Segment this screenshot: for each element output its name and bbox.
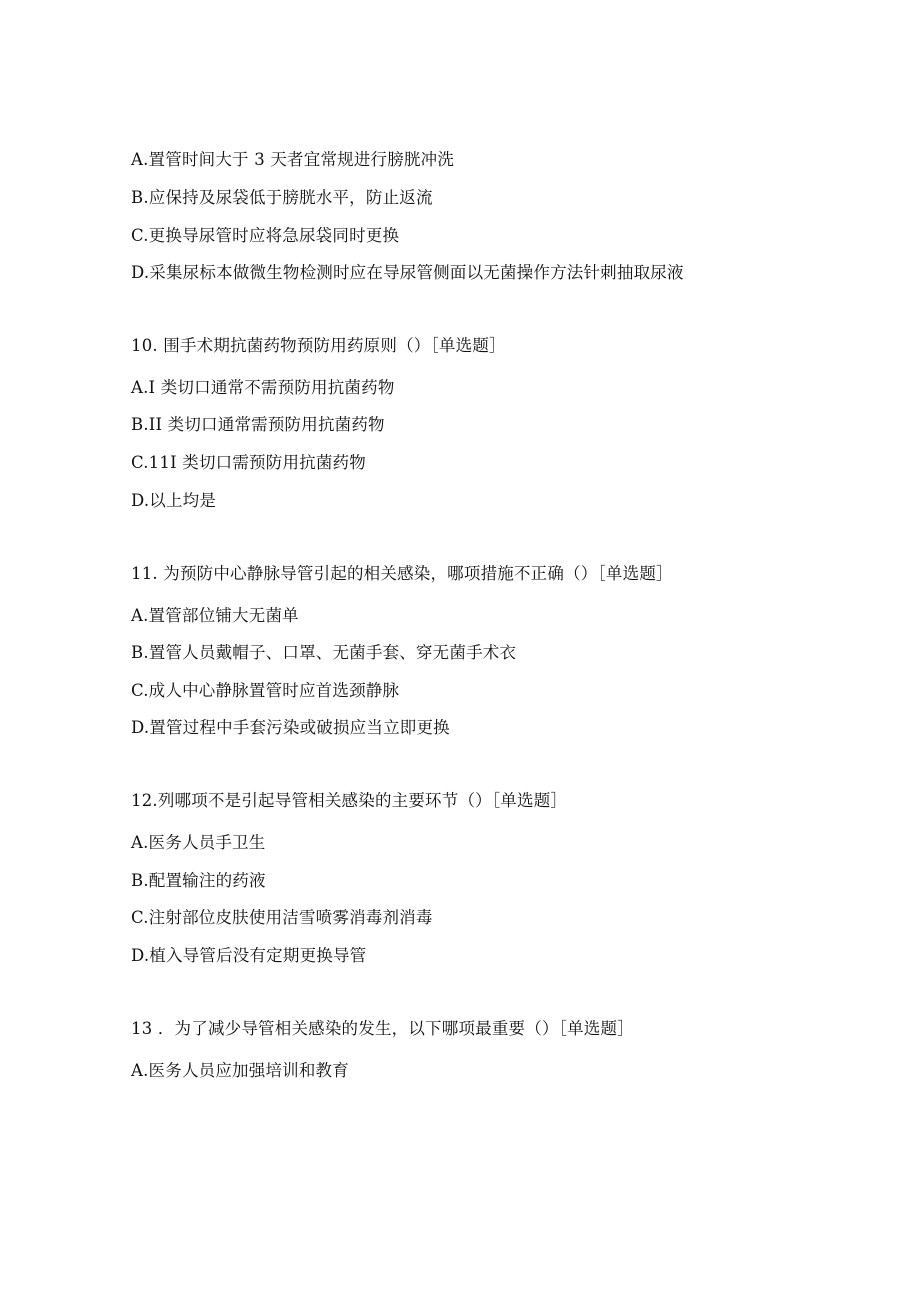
q11-option-c: C.成人中心静脉置管时应首选颈静脉 [131,681,400,700]
q12-option-a: A.医务人员手卫生 [131,833,266,852]
q13-option-a: A.医务人员应加强培训和教育 [131,1061,349,1080]
q9-option-c: C.更换导尿管时应将急尿袋同时更换 [131,226,400,245]
q10-option-d: D.以上均是 [131,491,217,510]
q9-option-b: B.应保持及尿袋低于膀胱水平，防止返流 [131,188,433,207]
q10-option-b: B.II 类切口通常需预防用抗菌药物 [131,415,385,434]
q12-option-c: C.注射部位皮肤使用洁雪喷雾消毒剂消毒 [131,908,433,927]
q10-stem: 10. 围手术期抗菌药物预防用药原则（）［单选题］ [131,336,506,355]
q11-option-d: D.置管过程中手套污染或破损应当立即更换 [131,718,450,737]
q13-stem: 13 ．为了减少导管相关感染的发生，以下哪项最重要（）［单选题］ [131,1019,634,1038]
q9-option-d: D.采集尿标本做微生物检测时应在导尿管侧面以无菌操作方法针刺抽取尿液 [131,263,684,282]
q10-option-c: C.11I 类切口需预防用抗菌药物 [131,453,366,472]
q11-option-a: A.置管部位铺大无菌单 [131,606,299,625]
q12-option-d: D.植入导管后没有定期更换导管 [131,946,367,965]
q11-option-b: B.置管人员戴帽子、口罩、无菌手套、穿无菌手术衣 [131,643,517,662]
q10-option-a: A.I 类切口通常不需预防用抗菌药物 [131,378,395,397]
q9-option-a: A.置管时间大于 3 天者宜常规进行膀胱冲洗 [131,150,455,169]
q12-option-b: B.配置输注的药液 [131,871,266,890]
q12-stem: 12.列哪项不是引起导管相关感染的主要环节（）［单选题］ [131,791,568,810]
q11-stem: 11. 为预防中心静脉导管引起的相关感染，哪项措施不正确（）［单选题］ [131,564,673,583]
